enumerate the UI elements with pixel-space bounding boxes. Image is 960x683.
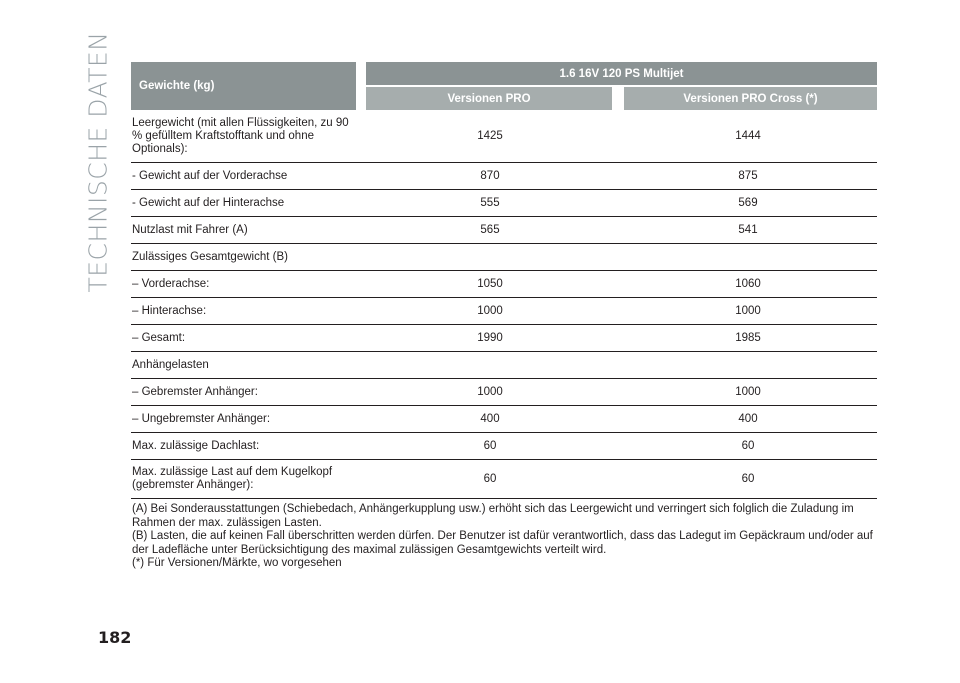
row-value-pro-cross: 569 (618, 190, 877, 217)
row-label: – Ungebremster Anhänger: (131, 406, 361, 433)
table-row (131, 460, 877, 499)
row-value-pro: 565 (361, 217, 618, 244)
table-row (131, 352, 877, 379)
row-value-pro: 1000 (361, 298, 618, 325)
row-value-pro-cross: 1985 (618, 325, 877, 352)
footnote-c: (*) Für Versionen/Märkte, wo vorgesehen (132, 557, 342, 569)
row-value-pro: 1425 (361, 110, 618, 163)
row-value-pro: 60 (361, 460, 618, 499)
row-label: Nutzlast mit Fahrer (A) (131, 217, 361, 244)
table-row (131, 217, 877, 244)
weights-table (131, 62, 877, 499)
row-label: - Gewicht auf der Hinterachse (131, 190, 361, 217)
table-row (131, 298, 877, 325)
table-row (131, 325, 877, 352)
row-label: Max. zulässige Last auf dem Kugelkopf (gebremster Anhänger): (131, 460, 361, 499)
row-label: Zulässiges Gesamtgewicht (B) (131, 244, 361, 271)
row-label: - Gewicht auf der Vorderachse (131, 163, 361, 190)
footnote-a: (A) Bei Sonderausstattungen (Schiebedach, Anhängerkupplung usw.) erhöht sich das Leergewicht und verringert sich folglich die Zuladung im Rahmen der max. zulässigen Lasten. (132, 503, 854, 529)
table-row (131, 406, 877, 433)
section-title-text: TECHNISCHE DATEN (83, 31, 113, 293)
row-label: – Gesamt: (131, 325, 361, 352)
header-weights: Gewichte (kg) (131, 62, 361, 110)
row-value-pro: 60 (361, 433, 618, 460)
row-value-pro-cross: 400 (618, 406, 877, 433)
row-label: – Vorderachse: (131, 271, 361, 298)
row-value-pro-cross: 1000 (618, 379, 877, 406)
table-row (131, 244, 877, 271)
row-value-pro-cross (618, 244, 877, 271)
table-row (131, 163, 877, 190)
row-value-pro-cross: 60 (618, 433, 877, 460)
header-version-pro: Versionen PRO (361, 86, 618, 110)
section-title (83, 31, 113, 293)
row-value-pro: 555 (361, 190, 618, 217)
row-value-pro: 870 (361, 163, 618, 190)
row-label: Leergewicht (mit allen Flüssigkeiten, zu 90 % gefülltem Kraftstofftank und ohne Optionals): (131, 110, 361, 163)
row-value-pro-cross: 541 (618, 217, 877, 244)
table-row (131, 433, 877, 460)
row-value-pro-cross: 1060 (618, 271, 877, 298)
table-row (131, 190, 877, 217)
footnote-b: (B) Lasten, die auf keinen Fall überschritten werden dürfen. Der Benutzer ist dafür verantwortlich, dass das Ladegut im Gepäckraum und/oder auf der Ladefläche unter Berücksichtigung des maximal zulässigen Gesamtgewichts verteilt wird. (132, 530, 873, 556)
table-row (131, 271, 877, 298)
header-version-pro-cross: Versionen PRO Cross (*) (618, 86, 877, 110)
row-value-pro (361, 352, 618, 379)
row-value-pro: 1050 (361, 271, 618, 298)
row-value-pro: 1000 (361, 379, 618, 406)
table-row (131, 110, 877, 163)
row-value-pro-cross (618, 352, 877, 379)
table-row (131, 379, 877, 406)
row-label: – Gebremster Anhänger: (131, 379, 361, 406)
row-label: Anhängelasten (131, 352, 361, 379)
row-value-pro: 400 (361, 406, 618, 433)
header-engine: 1.6 16V 120 PS Multijet (361, 62, 877, 86)
row-value-pro (361, 244, 618, 271)
row-value-pro-cross: 875 (618, 163, 877, 190)
row-value-pro: 1990 (361, 325, 618, 352)
row-value-pro-cross: 1000 (618, 298, 877, 325)
footnotes (132, 503, 884, 571)
row-label: – Hinterachse: (131, 298, 361, 325)
row-value-pro-cross: 60 (618, 460, 877, 499)
row-value-pro-cross: 1444 (618, 110, 877, 163)
page-number: 182 (98, 628, 132, 647)
row-label: Max. zulässige Dachlast: (131, 433, 361, 460)
